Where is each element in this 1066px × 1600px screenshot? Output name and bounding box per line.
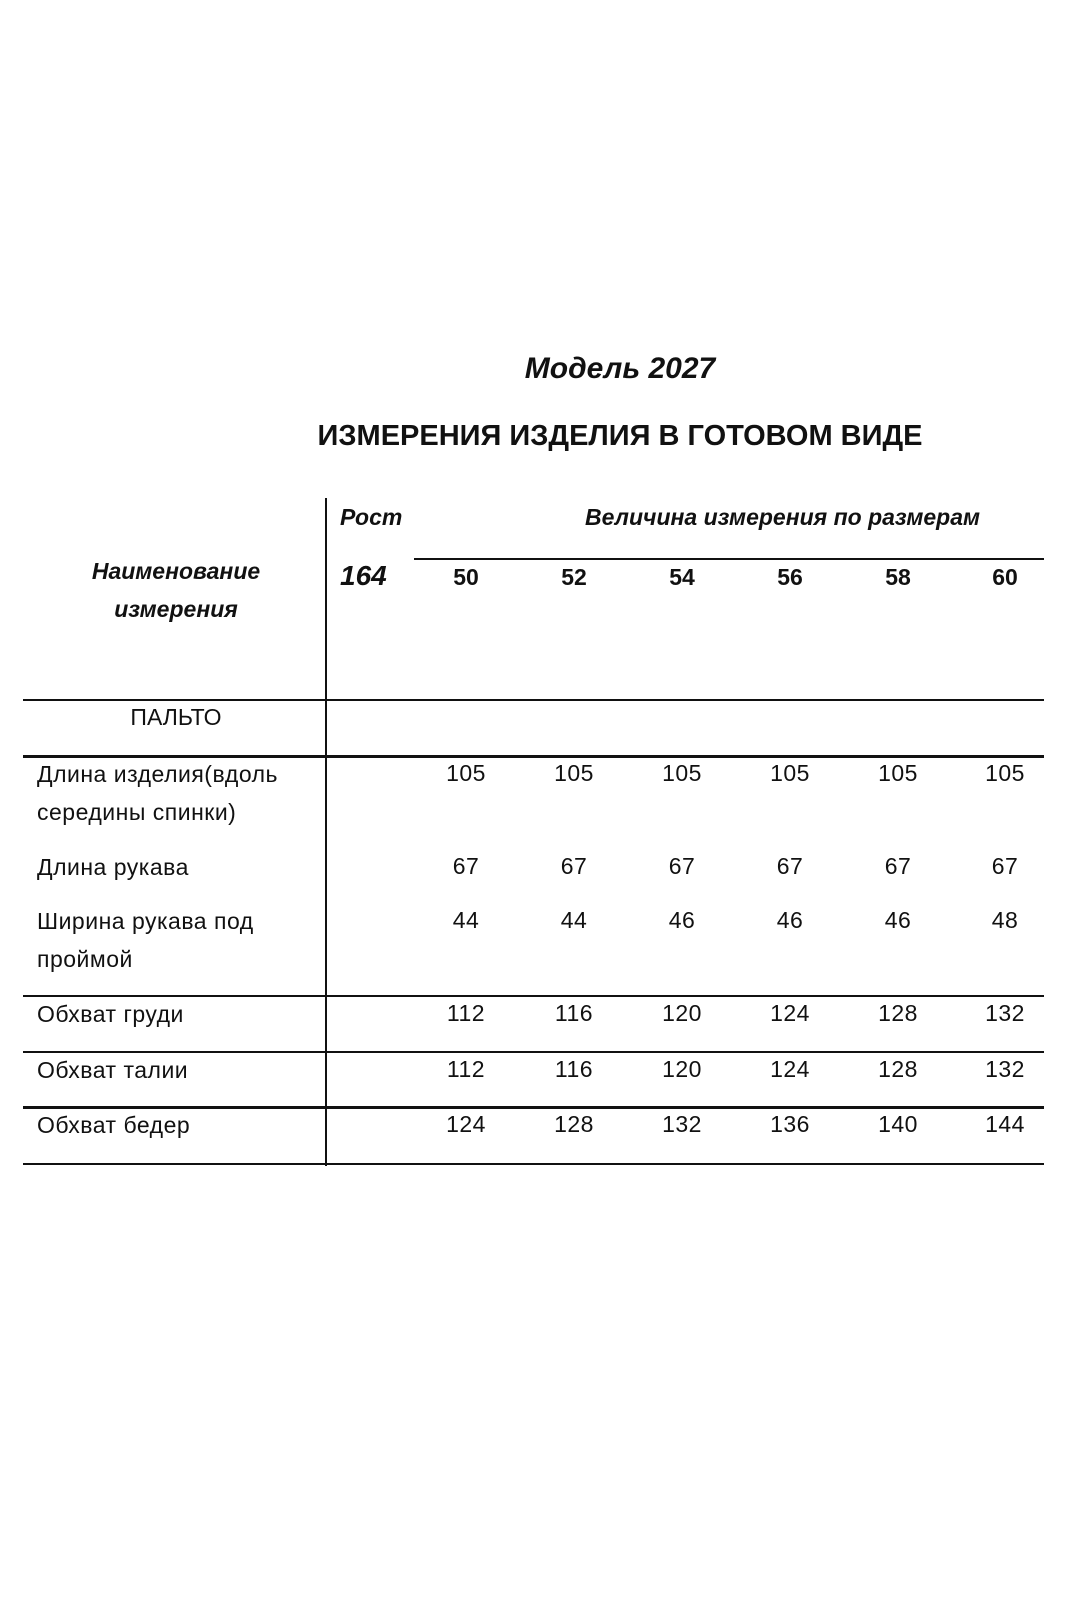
- model-title: Модель 2027: [524, 352, 716, 385]
- table-cell: 105: [985, 760, 1025, 786]
- table-cell: 124: [770, 1056, 810, 1082]
- size-column-header: 50: [453, 564, 479, 590]
- table-cell: 120: [662, 1056, 702, 1082]
- height-label: Рост: [340, 504, 403, 530]
- row-label-line1: Длина изделия(вдоль: [37, 761, 279, 787]
- table-cell: 105: [446, 760, 486, 786]
- table-cell: 46: [776, 907, 804, 933]
- table-cell: 112: [446, 1056, 486, 1082]
- table-cell: 67: [560, 853, 588, 879]
- size-column-header: 56: [777, 564, 803, 590]
- table-cell: 105: [554, 760, 594, 786]
- table-cell: 116: [554, 1056, 594, 1082]
- row-label: Обхват бедер: [37, 1112, 191, 1138]
- table-cell: 128: [878, 1056, 918, 1082]
- table-cell: 124: [770, 1000, 810, 1026]
- table-cell: 67: [991, 853, 1019, 879]
- table-bottom-line: [23, 1163, 1044, 1165]
- header-bottom-line: [23, 699, 1044, 701]
- row-label: [37, 902, 254, 978]
- table-cell: 67: [776, 853, 804, 879]
- row-label: Длина рукава: [37, 854, 189, 880]
- table-cell: 67: [452, 853, 480, 879]
- size-column-header: 58: [885, 564, 911, 590]
- size-header-underline: [414, 558, 1044, 560]
- table-cell: 116: [554, 1000, 594, 1026]
- row-label-line2: середины спинки): [37, 799, 237, 825]
- sizes-header: Величина измерения по размерам: [585, 504, 980, 530]
- section-label: ПАЛЬТО: [130, 704, 222, 730]
- table-cell: 128: [554, 1111, 594, 1137]
- table-cell: 144: [985, 1111, 1025, 1137]
- table-cell: 132: [985, 1056, 1025, 1082]
- table-cell: 136: [770, 1111, 810, 1137]
- measurement-name-header-line1: Наименование: [91, 558, 261, 584]
- measurement-name-header: [40, 552, 312, 628]
- size-column-header: 60: [992, 564, 1018, 590]
- table-cell: 140: [878, 1111, 918, 1137]
- table-cell: 105: [770, 760, 810, 786]
- table-cell: 132: [662, 1111, 702, 1137]
- table-cell: 46: [884, 907, 912, 933]
- table-title: ИЗМЕРЕНИЯ ИЗДЕЛИЯ В ГОТОВОМ ВИДЕ: [317, 420, 923, 452]
- size-column-header: 52: [561, 564, 587, 590]
- table-cell: 124: [446, 1111, 486, 1137]
- table-cell: 105: [662, 760, 702, 786]
- height-value: 164: [340, 560, 387, 591]
- table-cell: 128: [878, 1000, 918, 1026]
- table-cell: 46: [668, 907, 696, 933]
- table-cell: 67: [884, 853, 912, 879]
- table-cell: 67: [668, 853, 696, 879]
- row-label: Обхват груди: [37, 1001, 184, 1027]
- column-divider: [325, 498, 327, 1166]
- row-label-line2: проймой: [37, 946, 133, 972]
- table-cell: 44: [452, 907, 480, 933]
- size-column-header: 54: [669, 564, 695, 590]
- table-cell: 105: [878, 760, 918, 786]
- table-cell: 44: [560, 907, 588, 933]
- row-label-line1: Ширина рукава под: [37, 908, 254, 934]
- table-cell: 112: [446, 1000, 486, 1026]
- table-cell: 132: [985, 1000, 1025, 1026]
- table-cell: 120: [662, 1000, 702, 1026]
- row-label: [37, 755, 278, 831]
- measurement-name-header-line2: измерения: [114, 596, 238, 622]
- table-cell: 48: [991, 907, 1019, 933]
- row-label: Обхват талии: [37, 1057, 189, 1083]
